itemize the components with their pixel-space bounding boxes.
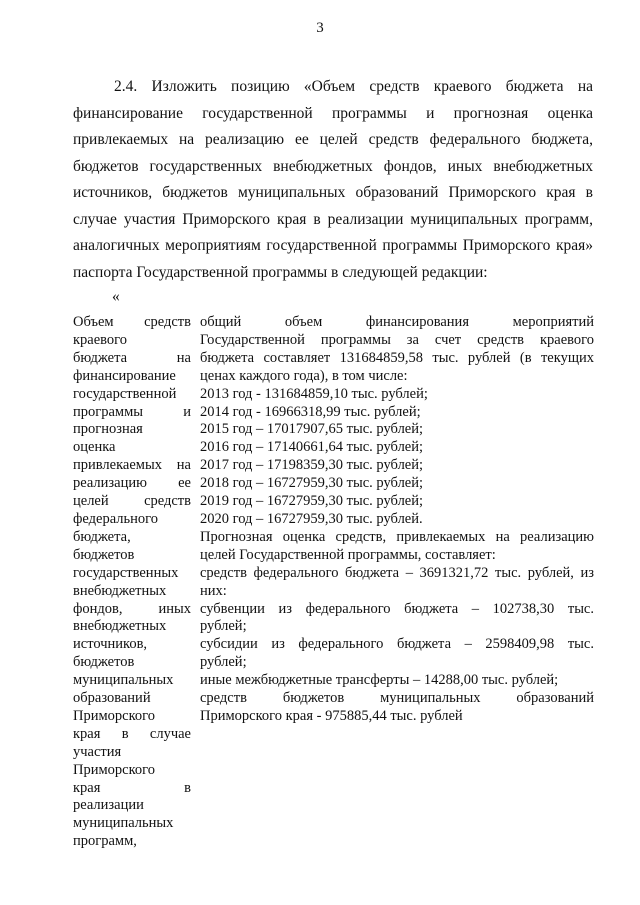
intro-line: финансирование государственной программы и прогнозная оценка: [73, 104, 593, 122]
value-line: иные межбюджетные трансферты – 14288,00 тыс. рублей;: [200, 672, 559, 689]
label-line: программ,: [73, 833, 137, 850]
value-line: 2019 год – 16727959,30 тыс. рублей;: [200, 493, 424, 510]
value-line: них:: [200, 582, 227, 599]
label-line: образований: [73, 690, 151, 707]
label-line: государственной: [73, 385, 177, 402]
intro-line: бюджетов государственных внебюджетных фондов, иных внебюджетных: [73, 157, 593, 175]
value-line: средств бюджетов муниципальных образований: [200, 690, 594, 707]
label-line: бюджетов: [73, 546, 135, 563]
label-line: государственных: [73, 564, 179, 581]
label-line: реализации: [73, 797, 144, 814]
value-line: Прогнозная оценка средств, привлекаемых на реализацию: [200, 528, 594, 545]
label-line: бюджета,: [73, 528, 131, 545]
passport-item-label: [73, 314, 191, 851]
intro-line: источников, бюджетов муниципальных образований Приморского края в: [73, 184, 593, 201]
label-line: федерального: [73, 510, 158, 527]
value-line: 2015 год – 17017907,65 тыс. рублей;: [200, 421, 424, 438]
value-line: ценах каждого года), в том числе:: [200, 367, 408, 384]
label-line: муниципальных: [73, 672, 174, 689]
label-line: финансирование: [73, 367, 176, 384]
passport-item-value: [200, 314, 594, 726]
value-line: рублей;: [200, 618, 247, 635]
value-line: 2018 год – 16727959,30 тыс. рублей;: [200, 475, 424, 492]
label-line: Приморского: [73, 761, 155, 778]
label-line: оценка: [73, 439, 116, 456]
value-line: бюджета составляет 131684859,58 тыс. рублей (в текущих: [200, 349, 594, 366]
label-line: края в: [73, 779, 191, 796]
label-line: краевого: [73, 331, 127, 348]
value-line: общий объем финансирования мероприятий: [200, 314, 594, 330]
intro-line: случае участия Приморского края в реализации муниципальных программ,: [73, 210, 593, 228]
value-line: средств федерального бюджета – 3691321,72 тыс. рублей, из: [200, 564, 594, 581]
intro-line: привлекаемых на реализацию ее целей средств федерального бюджета,: [73, 131, 593, 148]
label-line: прогнозная: [73, 421, 143, 438]
value-line: 2020 год – 16727959,30 тыс. рублей.: [200, 510, 423, 527]
label-line: Объем средств: [73, 314, 191, 330]
value-line: Приморского края - 975885,44 тыс. рублей: [200, 707, 463, 724]
intro-line: 2.4. Изложить позицию «Объем средств краевого бюджета на: [114, 78, 593, 95]
value-line: 2016 год – 17140661,64 тыс. рублей;: [200, 439, 424, 456]
intro-line: аналогичных мероприятиям государственной программы Приморского края»: [73, 237, 593, 254]
label-line: бюджета на: [73, 349, 191, 366]
value-line: Государственной программы за счет средств краевого: [200, 331, 594, 348]
label-line: внебюджетных: [73, 618, 167, 635]
label-line: источников,: [73, 636, 148, 653]
value-line: субвенции из федерального бюджета – 102738,30 тыс.: [200, 600, 594, 617]
label-line: целей средств: [73, 493, 191, 510]
label-line: привлекаемых на: [73, 457, 191, 474]
label-line: муниципальных: [73, 815, 174, 832]
value-line: субсидии из федерального бюджета – 2598409,98 тыс.: [200, 636, 594, 653]
label-line: реализацию ее: [73, 475, 191, 492]
page-number: 3: [316, 20, 324, 36]
value-line: 2013 год - 131684859,10 тыс. рублей;: [200, 385, 428, 402]
value-line: 2014 год - 16966318,99 тыс. рублей;: [200, 403, 421, 420]
intro-line: паспорта Государственной программы в следующей редакции:: [73, 263, 488, 281]
intro-paragraph: [73, 74, 593, 286]
value-line: целей Государственной программы, составляет:: [200, 546, 496, 563]
label-line: Приморского: [73, 707, 155, 724]
label-line: бюджетов: [73, 654, 135, 671]
value-line: 2017 год – 17198359,30 тыс. рублей;: [200, 457, 424, 474]
label-line: программы и: [73, 403, 191, 420]
label-line: внебюджетных: [73, 582, 167, 599]
label-line: участия: [73, 743, 122, 760]
label-line: края в случае: [73, 725, 191, 742]
opening-quote: «: [112, 288, 120, 305]
label-line: фондов, иных: [73, 600, 191, 617]
value-line: рублей;: [200, 654, 247, 671]
